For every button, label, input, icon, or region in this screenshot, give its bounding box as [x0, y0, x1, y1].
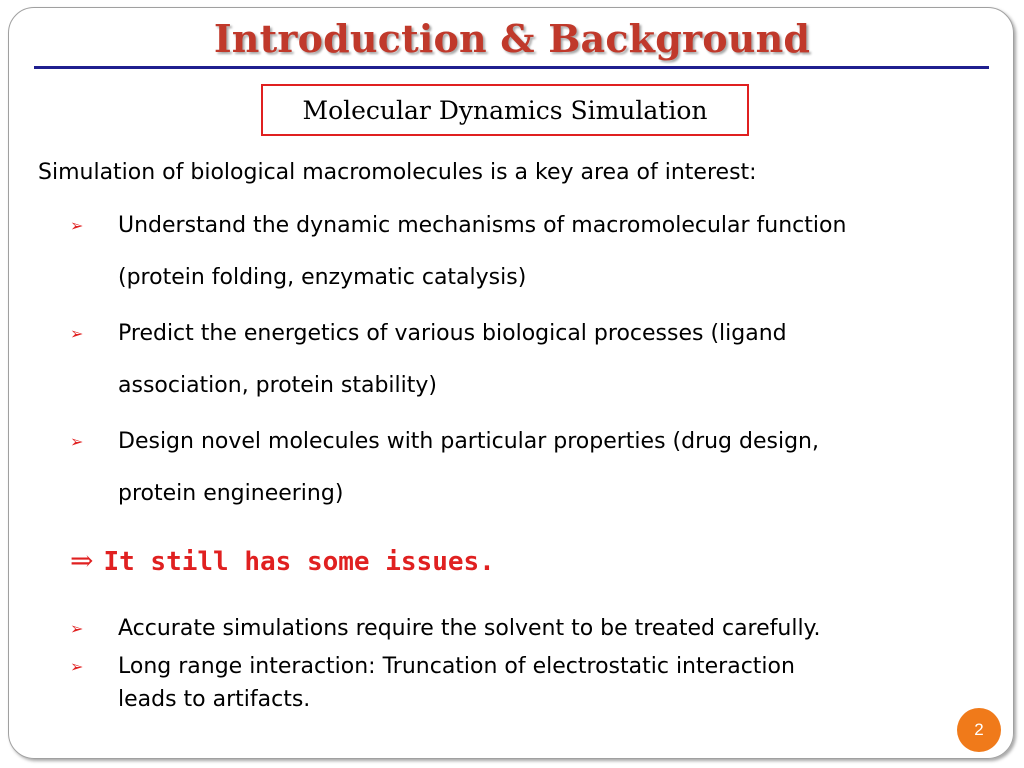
- bullet-text: [118, 612, 988, 645]
- bullet-line: Long range interaction: Truncation of electrostatic interaction: [118, 654, 795, 679]
- bullet-line: protein engineering): [118, 481, 344, 506]
- bullet-text: [118, 308, 988, 412]
- arrow-bullet-icon: ➢: [70, 432, 84, 451]
- issues-text: It still has some issues.: [103, 547, 495, 577]
- bullet-line: Predict the energetics of various biological processes (ligand: [118, 321, 787, 346]
- bullet-line: Understand the dynamic mechanisms of macromolecular function: [118, 213, 847, 238]
- bullet-line: leads to artifacts.: [118, 687, 311, 712]
- page-number: 2: [974, 720, 984, 739]
- title-rule: [34, 66, 989, 69]
- bullet-line: (protein folding, enzymatic catalysis): [118, 265, 527, 290]
- bullet-text: [118, 650, 988, 716]
- bullet-text: [118, 416, 988, 520]
- arrow-bullet-icon: ➢: [70, 216, 84, 235]
- intro-text: Simulation of biological macromolecules is a key area of interest:: [38, 160, 757, 185]
- implies-arrow-icon: ⇒: [70, 544, 94, 577]
- arrow-bullet-icon: ➢: [70, 324, 84, 343]
- bullet-line: association, protein stability): [118, 373, 437, 398]
- issues-heading: [70, 544, 495, 577]
- bullet-text: [118, 200, 988, 304]
- subtitle-text: Molecular Dynamics Simulation: [302, 95, 708, 125]
- arrow-bullet-icon: ➢: [70, 619, 84, 638]
- arrow-bullet-icon: ➢: [70, 657, 84, 676]
- bullet-line: Design novel molecules with particular properties (drug design,: [118, 429, 819, 454]
- page-number-badge: [957, 708, 1001, 752]
- slide-title: Introduction & Background: [213, 16, 811, 61]
- subtitle-box: [261, 84, 749, 136]
- bullet-line: Accurate simulations require the solvent to be treated carefully.: [118, 616, 821, 641]
